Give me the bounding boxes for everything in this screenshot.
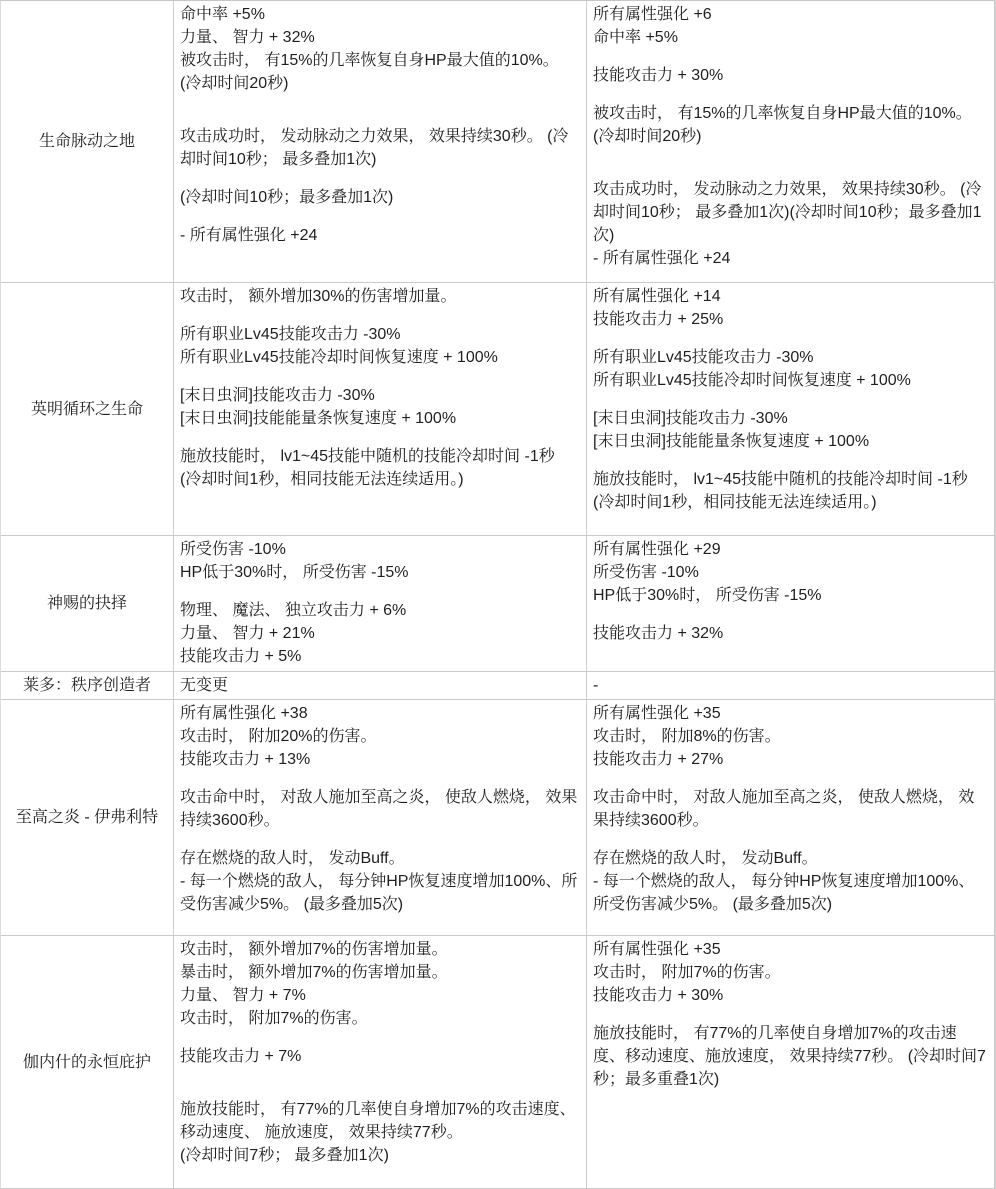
effects-before-cell (173, 283, 586, 535)
blank-line (593, 392, 986, 407)
effect-line: 力量、 智力 + 21% (180, 625, 315, 642)
item-name: 英明循环之生命 (30, 400, 143, 418)
blank-line (180, 832, 578, 847)
effects-before-cell (173, 700, 586, 935)
effect-line: [末日虫洞]技能攻击力 -30% (593, 410, 788, 427)
effect-line: 所有职业Lv45技能攻击力 -30% (180, 326, 401, 343)
effects-after-cell (586, 936, 994, 1188)
effects-before-cell (173, 1, 586, 282)
blank-line (180, 430, 578, 445)
blank-line (593, 87, 986, 102)
effect-line: 攻击时， 附加20%的伤害。 (180, 728, 377, 745)
effect-line: 攻击时， 额外增加30%的伤害增加量。 (180, 288, 457, 305)
blank-line (180, 209, 578, 224)
effect-line: - 每一个燃烧的敌人， 每分钟HP恢复速度增加100%、所受伤害减少5%。 (最多叠加5次) (180, 873, 578, 913)
effect-line: 所有属性强化 +29 (593, 541, 721, 558)
blank-line (593, 49, 986, 64)
effect-line: 所受伤害 -10% (593, 564, 699, 581)
effect-line: 技能攻击力 + 32% (593, 625, 724, 642)
effect-line: 命中率 +5% (593, 29, 678, 46)
effect-line: [末日虫洞]技能能量条恢复速度 + 100% (180, 410, 457, 427)
effect-line: 被攻击时， 有15%的几率恢复自身HP最大值的10%。 (180, 52, 559, 69)
effect-line: 攻击成功时， 发动脉动之力效果， 效果持续30秒。 (冷却时间10秒； 最多叠加1次)(冷却时间10秒；最多叠加1次) (593, 181, 982, 244)
blank-line (593, 832, 986, 847)
effects-after-cell (586, 536, 994, 671)
effect-line: 无变更 (180, 677, 229, 694)
blank-line (593, 771, 986, 786)
blank-line (593, 163, 986, 178)
effect-line: (冷却时间1秒，相同技能无法连续适用。) (593, 494, 877, 511)
effect-line: 所有属性强化 +35 (593, 705, 721, 722)
effect-line: 存在燃烧的敌人时， 发动Buff。 (593, 850, 818, 867)
item-name: 莱多：秩序创造者 (22, 677, 151, 694)
effects-after-cell (586, 672, 994, 699)
table-row (1, 700, 994, 936)
effect-line: 命中率 +5% (180, 6, 265, 23)
effects-before-cell (173, 536, 586, 671)
blank-line (180, 110, 578, 125)
effect-line: 攻击成功时， 发动脉动之力效果， 效果持续30秒。 (冷却时间10秒； 最多叠加1次) (180, 128, 569, 168)
effect-line: 所有职业Lv45技能冷却时间恢复速度 + 100% (180, 349, 498, 366)
effect-line: 施放技能时， 有77%的几率使自身增加7%的攻击速度、移动速度、施放速度， 效果持续77秒。 (冷却时间7秒；最多重叠1次) (593, 1025, 986, 1088)
item-name: 伽内什的永恒庇护 (22, 1053, 151, 1071)
effect-line: 被攻击时， 有15%的几率恢复自身HP最大值的10%。 (593, 105, 972, 122)
effect-line: 攻击命中时， 对敌人施加至高之炎， 使敌人燃烧， 效果持续3600秒。 (593, 789, 975, 829)
effect-line: 技能攻击力 + 5% (180, 648, 302, 665)
blank-line (593, 148, 986, 163)
effect-line: 技能攻击力 + 30% (593, 67, 724, 84)
blank-line (593, 331, 986, 346)
effect-line: 所有属性强化 +6 (593, 6, 712, 23)
effects-after-cell (586, 700, 994, 935)
effect-line: 所有职业Lv45技能攻击力 -30% (593, 349, 814, 366)
effects-after-cell (586, 283, 994, 535)
effect-line: 存在燃烧的敌人时， 发动Buff。 (180, 850, 405, 867)
effect-line: HP低于30%时， 所受伤害 -15% (593, 587, 822, 604)
effect-line: 攻击时， 附加7%的伤害。 (180, 1010, 368, 1027)
effect-line: [末日虫洞]技能能量条恢复速度 + 100% (593, 433, 870, 450)
effects-after-cell (586, 1, 994, 282)
blank-line (593, 607, 986, 622)
blank-line (593, 1007, 986, 1022)
effect-line: 技能攻击力 + 7% (180, 1048, 302, 1065)
effect-line: 技能攻击力 + 30% (593, 987, 724, 1004)
effect-line: 力量、 智力 + 7% (180, 987, 306, 1004)
effect-line: 所有属性强化 +38 (180, 705, 308, 722)
table-row (1, 1, 994, 283)
blank-line (180, 1068, 578, 1083)
blank-line (593, 453, 986, 468)
effect-line: 施放技能时， lv1~45技能中随机的技能冷却时间 -1秒 (593, 471, 968, 488)
table-row (1, 536, 994, 672)
effect-line: 攻击时， 附加7%的伤害。 (593, 964, 781, 981)
blank-line (180, 308, 578, 323)
effect-line: (冷却时间1秒，相同技能无法连续适用。) (180, 471, 464, 488)
effect-line: 技能攻击力 + 27% (593, 751, 724, 768)
effect-line: HP低于30%时， 所受伤害 -15% (180, 564, 409, 581)
item-name: 生命脉动之地 (38, 133, 135, 150)
effect-line: 攻击时， 额外增加7%的伤害增加量。 (180, 941, 448, 958)
effect-line: [末日虫洞]技能攻击力 -30% (180, 387, 375, 404)
effect-line: 攻击命中时， 对敌人施加至高之炎， 使敌人燃烧， 效果持续3600秒。 (180, 789, 578, 829)
effect-line: - (593, 677, 599, 694)
effect-line: 施放技能时， 有77%的几率使自身增加7%的攻击速度、移动速度、 施放速度， 效果持续77秒。 (180, 1101, 576, 1141)
effect-line: (冷却时间20秒) (593, 128, 702, 145)
effect-line: 所受伤害 -10% (180, 541, 286, 558)
blank-line (180, 95, 578, 110)
effects-before-cell (173, 936, 586, 1188)
effect-line: 技能攻击力 + 13% (180, 751, 311, 768)
effect-line: (冷却时间7秒； 最多叠加1次) (180, 1147, 389, 1164)
effect-line: 所有属性强化 +14 (593, 288, 721, 305)
effect-line: - 每一个燃烧的敌人， 每分钟HP恢复速度增加100%、所受伤害减少5%。 (最多叠加5次) (593, 873, 975, 913)
effect-line: 所有属性强化 +35 (593, 941, 721, 958)
blank-line (180, 171, 578, 186)
effect-line: - 所有属性强化 +24 (593, 250, 731, 267)
blank-line (180, 771, 578, 786)
effect-line: 施放技能时， lv1~45技能中随机的技能冷却时间 -1秒 (180, 448, 555, 465)
table-row (1, 672, 994, 700)
effect-line: (冷却时间10秒；最多叠加1次) (180, 189, 394, 206)
table-row (1, 283, 994, 536)
effect-line: 力量、 智力 + 32% (180, 29, 315, 46)
effect-line: 技能攻击力 + 25% (593, 311, 724, 328)
effect-line: 物理、 魔法、 独立攻击力 + 6% (180, 602, 407, 619)
effect-line: 暴击时， 额外增加7%的伤害增加量。 (180, 964, 448, 981)
item-name: 神赐的抉择 (46, 595, 127, 612)
blank-line (180, 1030, 578, 1045)
effects-before-cell (173, 672, 586, 699)
blank-line (180, 1083, 578, 1098)
item-name: 至高之炎 - 伊弗利特 (15, 809, 159, 826)
table-row (1, 936, 994, 1189)
effect-line: - 所有属性强化 +24 (180, 227, 318, 244)
effect-line: 攻击时， 附加8%的伤害。 (593, 728, 781, 745)
effect-line: (冷却时间20秒) (180, 75, 289, 92)
blank-line (180, 369, 578, 384)
blank-line (180, 584, 578, 599)
effect-line: 所有职业Lv45技能冷却时间恢复速度 + 100% (593, 372, 911, 389)
